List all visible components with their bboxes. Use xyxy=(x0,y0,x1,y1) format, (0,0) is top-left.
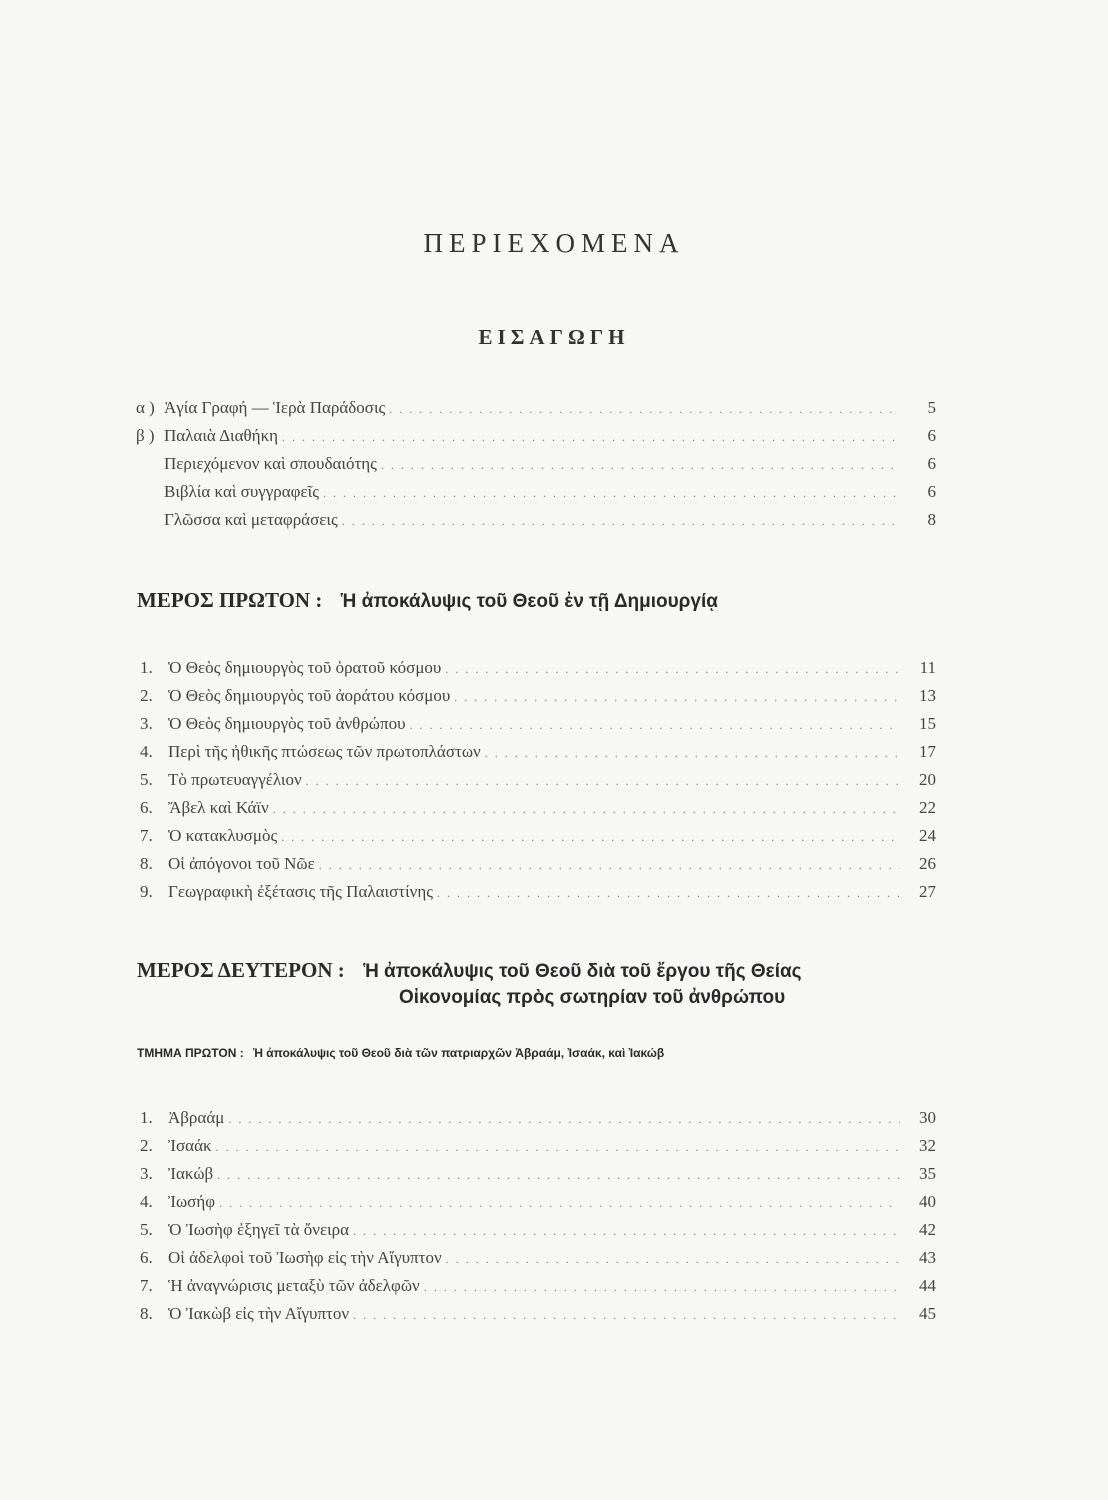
toc-label: Ἰακώβ xyxy=(168,1164,214,1183)
toc-num: 4. xyxy=(140,742,153,761)
toc-num: 6. xyxy=(140,1248,153,1267)
toc-label: Ἰωσήφ xyxy=(168,1192,216,1211)
part-two-heading xyxy=(137,958,957,1009)
toc-num: α ) xyxy=(136,398,155,417)
toc-leader xyxy=(381,458,900,473)
toc-num: 4. xyxy=(140,1192,153,1211)
part-one-heading xyxy=(137,588,718,613)
toc-page: 45 xyxy=(919,1304,936,1323)
toc-row xyxy=(136,482,936,510)
toc-label: Οἱ ἀπόγονοι τοῦ Νῶε xyxy=(168,854,315,873)
toc-num: 5. xyxy=(140,770,153,789)
toc-num: 5. xyxy=(140,1220,153,1239)
toc-page: 35 xyxy=(919,1164,936,1183)
part-two-title-line2: Οἰκονομίας πρὸς σωτηρίαν τοῦ ἀνθρώπου xyxy=(399,987,786,1008)
toc-label: Βιβλία καὶ συγγραφεῖς xyxy=(164,482,319,501)
toc-num: 8. xyxy=(140,1304,153,1323)
toc-label: Ἄβελ καὶ Κάϊν xyxy=(168,798,269,817)
toc-label: Τὸ πρωτευαγγέλιον xyxy=(168,770,302,789)
toc-label: Περιεχόμενον καὶ σπουδαιότης xyxy=(164,454,377,473)
section-one-title: Ἡ ἀποκάλυψις τοῦ Θεοῦ διὰ τῶν πατριαρχῶν Ἀβραάμ, Ἰσαάκ, καὶ Ἰακώβ xyxy=(253,1046,665,1060)
introduction-heading: ΕΙΣΑΓΩΓΗ xyxy=(478,325,630,349)
toc-num: 1. xyxy=(140,1108,153,1127)
toc-leader xyxy=(353,1224,900,1239)
toc-row xyxy=(140,826,936,854)
section-one-label: ΤΜΗΜΑ ΠΡΩΤΟΝ : xyxy=(137,1046,244,1060)
part-one-list xyxy=(140,658,936,910)
toc-leader xyxy=(273,802,900,817)
toc-leader xyxy=(342,514,900,529)
toc-row xyxy=(140,1136,936,1164)
toc-page: 44 xyxy=(919,1276,936,1295)
toc-page: 27 xyxy=(919,882,936,901)
toc-label: Ὁ Ἰωσὴφ ἐξηγεῖ τὰ ὄνειρα xyxy=(168,1220,350,1239)
toc-page: 11 xyxy=(919,658,936,677)
toc-leader xyxy=(306,774,900,789)
toc-num: 9. xyxy=(140,882,153,901)
toc-page: 8 xyxy=(927,510,936,529)
toc-page: 6 xyxy=(927,426,936,445)
toc-label: Παλαιὰ Διαθήκη xyxy=(164,426,279,445)
toc-row xyxy=(140,1164,936,1192)
toc-row xyxy=(136,454,936,482)
toc-row xyxy=(140,1304,936,1332)
toc-leader xyxy=(446,1252,900,1267)
toc-row xyxy=(140,714,936,742)
toc-row xyxy=(136,426,936,454)
toc-page: 5 xyxy=(927,398,936,417)
toc-leader xyxy=(353,1308,900,1323)
toc-label: Περὶ τῆς ἠθικῆς πτώσεως τῶν πρωτοπλάστων xyxy=(168,742,481,761)
toc-leader xyxy=(323,486,900,501)
toc-page: 20 xyxy=(919,770,936,789)
toc-page: 15 xyxy=(919,714,936,733)
toc-leader xyxy=(219,1196,900,1211)
toc-leader xyxy=(454,690,900,705)
toc-page: 30 xyxy=(919,1108,936,1127)
intro-list xyxy=(136,398,936,538)
toc-leader xyxy=(410,718,901,733)
toc-row xyxy=(140,882,936,910)
toc-num: 2. xyxy=(140,1136,153,1155)
toc-leader xyxy=(485,746,900,761)
toc-leader xyxy=(424,1280,900,1295)
section-one-heading xyxy=(137,1046,664,1060)
toc-row xyxy=(140,1248,936,1276)
toc-row xyxy=(140,770,936,798)
toc-row xyxy=(140,1108,936,1136)
toc-label: Οἱ ἀδελφοὶ τοῦ Ἰωσὴφ εἰς τὴν Αἴγυπτον xyxy=(168,1248,442,1267)
toc-leader xyxy=(319,858,900,873)
toc-num: 3. xyxy=(140,1164,153,1183)
toc-num: 7. xyxy=(140,1276,153,1295)
toc-num: β ) xyxy=(136,426,155,445)
toc-num: 7. xyxy=(140,826,153,845)
toc-row xyxy=(140,742,936,770)
toc-page: 17 xyxy=(919,742,936,761)
toc-num: 8. xyxy=(140,854,153,873)
toc-label: Γεωγραφικὴ ἐξέτασις τῆς Παλαιστίνης xyxy=(168,882,433,901)
toc-page: 6 xyxy=(927,482,936,501)
toc-row xyxy=(136,398,936,426)
part-two-list xyxy=(140,1108,936,1332)
part-one-label: ΜΕΡΟΣ ΠΡΩΤΟΝ : xyxy=(137,588,323,612)
toc-row xyxy=(140,798,936,826)
toc-num: 3. xyxy=(140,714,153,733)
toc-label: Ἡ ἀναγνώρισις μεταξὺ τῶν ἀδελφῶν xyxy=(168,1276,420,1295)
part-two-label: ΜΕΡΟΣ ΔΕΥΤΕΡΟΝ : xyxy=(137,958,345,982)
part-two-title-line1: Ἡ ἀποκάλυψις τοῦ Θεοῦ διὰ τοῦ ἔργου τῆς Θείας xyxy=(363,961,802,982)
toc-page: 26 xyxy=(919,854,936,873)
toc-row xyxy=(140,1220,936,1248)
toc-num: 1. xyxy=(140,658,153,677)
toc-num: 2. xyxy=(140,686,153,705)
toc-leader xyxy=(282,430,900,445)
toc-leader xyxy=(437,886,900,901)
toc-label: Ἰσαάκ xyxy=(168,1136,212,1155)
toc-label: Ὁ Ἰακὼβ εἰς τὴν Αἴγυπτον xyxy=(168,1304,350,1323)
toc-leader xyxy=(217,1168,900,1183)
toc-leader xyxy=(281,830,900,845)
toc-page: 22 xyxy=(919,798,936,817)
page-title: ΠΕΡΙΕΧΟΜΕΝΑ xyxy=(423,228,685,258)
toc-row xyxy=(136,510,936,538)
toc-page: 42 xyxy=(919,1220,936,1239)
toc-leader xyxy=(228,1112,900,1127)
toc-label: Ἁγία Γραφή — Ἱερὰ Παράδοσις xyxy=(164,398,386,417)
toc-row xyxy=(140,658,936,686)
toc-page: 6 xyxy=(927,454,936,473)
toc-page: 40 xyxy=(919,1192,936,1211)
toc-label: Γλῶσσα καὶ μεταφράσεις xyxy=(164,510,338,529)
toc-row xyxy=(140,1192,936,1220)
toc-row xyxy=(140,686,936,714)
toc-leader xyxy=(216,1140,900,1155)
toc-row xyxy=(140,854,936,882)
toc-label: Ὁ Θεὸς δημιουργὸς τοῦ ἀνθρώπου xyxy=(168,714,406,733)
toc-leader xyxy=(445,662,900,677)
toc-label: Ὁ κατακλυσμὸς xyxy=(168,826,278,845)
toc-num: 6. xyxy=(140,798,153,817)
toc-label: Ἀβραάμ xyxy=(168,1108,225,1127)
toc-label: Ὁ Θεὸς δημιουργὸς τοῦ ὁρατοῦ κόσμου xyxy=(168,658,442,677)
toc-leader xyxy=(389,402,900,417)
toc-page: 43 xyxy=(919,1248,936,1267)
toc-page: 32 xyxy=(919,1136,936,1155)
part-one-title: Ἡ ἀποκάλυψις τοῦ Θεοῦ ἐν τῇ Δημιουργίᾳ xyxy=(340,591,718,612)
toc-row xyxy=(140,1276,936,1304)
toc-page: 13 xyxy=(919,686,936,705)
toc-label: Ὁ Θεὸς δημιουργὸς τοῦ ἀοράτου κόσμου xyxy=(168,686,451,705)
toc-page: 24 xyxy=(919,826,936,845)
